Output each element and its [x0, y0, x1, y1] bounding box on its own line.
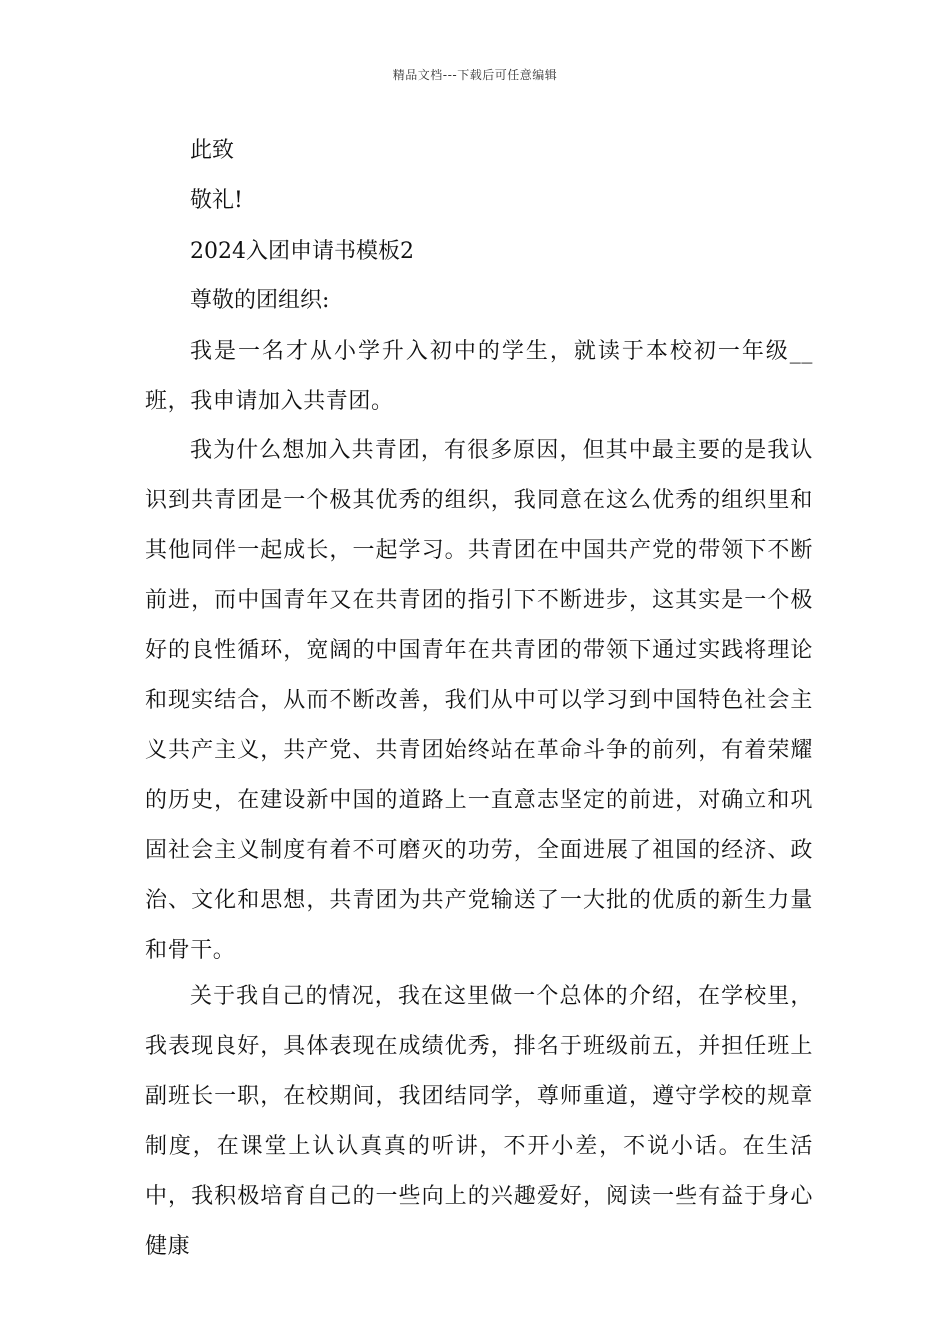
document-title: 2024入团申请书模板2	[190, 239, 414, 264]
page-header: 精品文档---下载后可任意编辑	[392, 68, 558, 82]
paragraph: 我是一名才从小学升入初中的学生，就读于本校初一年级__班，我申请加入共青团。	[145, 339, 813, 414]
paragraph: 我为什么想加入共青团，有很多原因，但其中最主要的是我认识到共青团是一个极其优秀的组织，我同意在这么优秀的组织里和其他同伴一起成长，一起学习。共青团在中国共产党的带领下不断前进，而中国青年又在共青团的指引下不断进步，这其实是一个极好的良性循环，宽阔的中国青年在共青团的带领下通过实践将理论和现实结合，从而不断改善，我们从中可以学习到中国特色社会主义共产主义，共产党、共青团始终站在革命斗争的前列，有着荣耀的历史，在建设新中国的道路上一直意志坚定的前进，对确立和巩固社会主义制度有着不可磨灭的功劳，全面进展了祖国的经济、政治、文化和思想，共青团为共产党输送了一大批的优质的新生力量和骨干。	[145, 438, 813, 963]
paragraph: 关于我自己的情况，我在这里做一个总体的介绍，在学校里，我表现良好，具体表现在成绩优秀，排名于班级前五，并担任班上副班长一职，在校期间，我团结同学，尊师重道，遵守学校的规章制度，在课堂上认认真真的听讲，不开小差，不说小话。在生活中，我积极培育自己的一些向上的兴趣爱好，阅读一些有益于身心健康	[145, 984, 813, 1259]
closing-salutation: 此致	[190, 138, 235, 163]
closing-regards: 敬礼!	[190, 188, 243, 213]
greeting: 尊敬的团组织:	[190, 288, 330, 313]
